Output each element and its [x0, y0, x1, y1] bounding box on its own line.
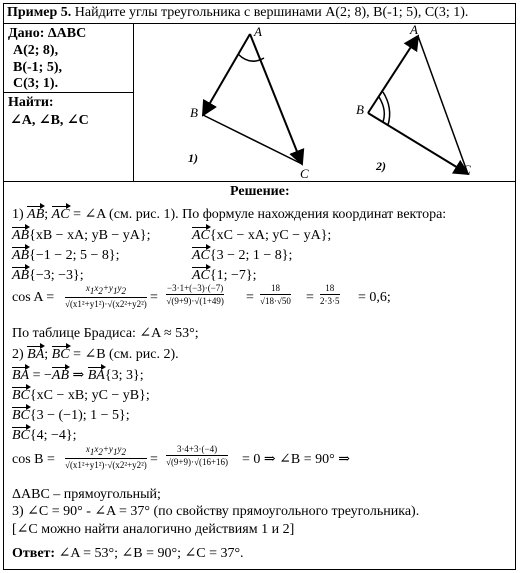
fig2-angle-arc-inner	[379, 97, 384, 122]
answer-label: Ответ:	[12, 546, 56, 561]
vec-ac-label: AC	[51, 207, 70, 222]
fig1-vertex-b: B	[190, 105, 198, 120]
fig1-caption: 1)	[188, 151, 198, 165]
cos-a-frac-values: $\frac{-3\cdot 1+(-3)\cdot(-7)}{√(9+9)\cdot√(1+49)}$	[166, 283, 224, 306]
solution-divider	[3, 181, 516, 182]
ac-value: AC{1; −7};	[192, 268, 257, 283]
bradis-angle-a: По таблице Брадиса: ∠A ≈ 53°;	[12, 326, 199, 341]
ba-line: BA = −AB ⇒ BA{3; 3};	[12, 368, 144, 383]
fig1-side-ac	[250, 34, 302, 164]
cos-b-frac-values: $\frac{3\cdot 4+3\cdot(-4)}{√(9+9)\cdot√(16+16)}$	[166, 444, 229, 467]
solution-heading: Решение:	[230, 184, 290, 199]
fig1-side-bc	[203, 115, 302, 164]
given-divider	[3, 92, 133, 93]
find-label: Найти:	[8, 95, 54, 110]
ac-substituted: AC{3 − 2; 1 − 8};	[192, 248, 293, 263]
figure-2	[350, 24, 510, 181]
given-point-a: A(2; 8),	[13, 43, 59, 58]
fig1-vertex-a: A	[254, 24, 262, 39]
step-1-line: 1) AB; AC = ∠A (см. рис. 1). По формуле нахождения координат вектора:	[12, 207, 447, 222]
cos-b-frac-formula: $\frac{x1x2+y1y2}{\text{√(x1²+y1²)·√(x2²+y2²)}}$	[65, 444, 147, 470]
ab-formula: AB{xB − xA; yB − yA};	[12, 228, 151, 243]
answer-text: ∠A = 53°; ∠B = 90°; ∠C = 37°.	[58, 546, 244, 561]
bc-value: BC{4; −4};	[12, 428, 77, 443]
ab-value: AB{−3; −3};	[12, 268, 84, 283]
figure-1	[180, 24, 320, 181]
given-label: Дано: ΔABC	[8, 26, 87, 41]
cos-b-result: = 0 ⇒ ∠B = 90° ⇒	[242, 452, 350, 467]
bc-substituted: BC{3 − (−1); 1 − 5};	[12, 408, 130, 423]
bc-formula: BC{xC − xB; yC − yB};	[12, 388, 150, 403]
problem-statement: Найдите углы треугольника с вершинами A(2; 8), B(-1; 5), C(3; 1).	[74, 5, 469, 20]
right-triangle-conclusion: ΔABC – прямоугольный;	[12, 487, 161, 502]
vec-ab-label: AB	[27, 207, 45, 222]
given-point-c: C(3; 1).	[13, 76, 59, 91]
problem-number: Пример 5.	[7, 5, 72, 20]
fig2-side-ac	[418, 36, 468, 174]
cos-a-label: cos A =	[12, 290, 55, 305]
given-column-divider	[133, 23, 134, 181]
cos-a-frac-formula: $\frac{x1x2+y1y2}{\text{√(x1²+y1²)·√(x2²+y2²)}}$	[65, 283, 147, 309]
alternative-note: [∠C можно найти аналогично действиям 1 и 2]	[12, 522, 295, 537]
cos-b-label: cos B =	[12, 452, 55, 467]
fig2-vertex-b: B	[356, 102, 364, 117]
step-2-line: 2) BA; BC = ∠B (см. рис. 2).	[12, 347, 179, 362]
problem-title	[7, 5, 468, 21]
fig1-vertex-c: C	[300, 166, 309, 181]
find-angles: ∠A, ∠B, ∠C	[10, 113, 89, 128]
fig2-vertex-a: A	[410, 24, 418, 37]
ab-substituted: AB{−1 − 2; 5 − 8};	[12, 248, 120, 263]
given-point-b: B(-1; 5),	[13, 60, 62, 75]
cos-a-frac-reduced: $\frac{18}{√18\cdot√50}$	[260, 283, 291, 306]
fig1-side-ab	[203, 34, 250, 115]
ac-formula: AC{xC − xA; yC − yA};	[192, 228, 332, 243]
fig2-vertex-c: C	[462, 162, 471, 177]
answer-line	[12, 546, 244, 562]
fig2-caption: 2)	[376, 159, 386, 173]
step-3-line: 3) ∠C = 90° - ∠A = 37° (по свойству прямоугольного треугольника).	[12, 504, 420, 519]
cos-a-frac-simplified: $\frac{18}{2\cdot 3\cdot 5}$	[320, 283, 340, 306]
fig2-side-ba	[368, 36, 418, 113]
cos-a-result: = 0,6;	[358, 290, 391, 305]
